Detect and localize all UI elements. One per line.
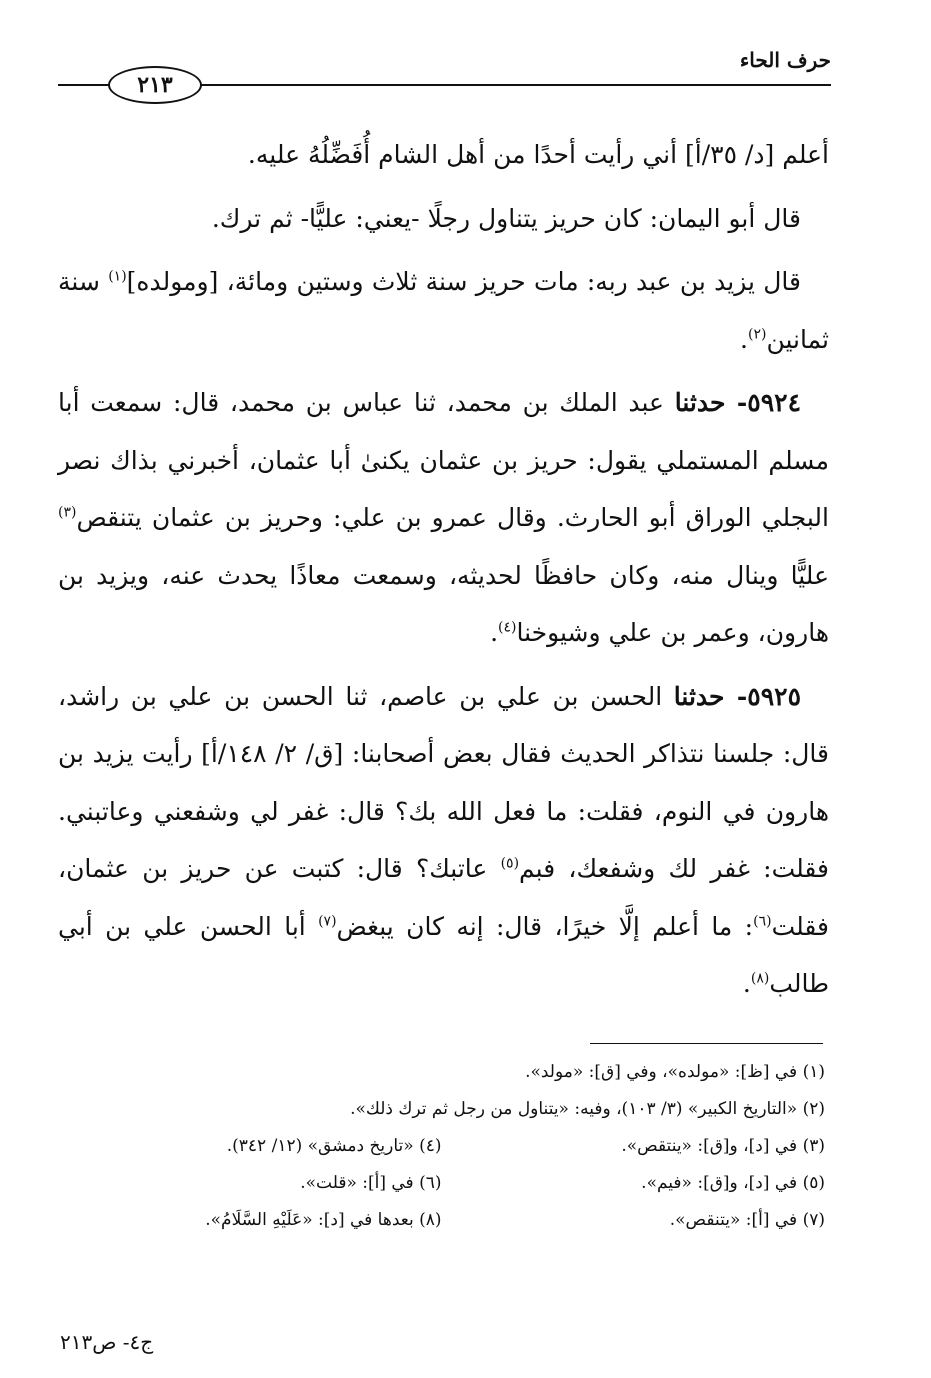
page-number: ٢١٣ — [137, 72, 173, 98]
text-run: عليًّا وينال منه، وكان حافظًا لحديثه، وسمعت معاذًا يحدث عنه، ويزيد بن هارون، وعمر بن علي وشيوخنا — [58, 560, 829, 647]
footnote-ref-8[interactable]: (٨) — [750, 970, 770, 987]
text-run: سنة ثمانين — [58, 267, 829, 354]
footnote-2: (٢) «التاريخ الكبير» (٣/ ١٠٣)، وفيه: «يتناول من رجل ثم ترك ذلك». — [350, 1099, 825, 1119]
text-run: عاتبك؟ قال: كتبت عن حريز بن عثمان، فقلت — [58, 854, 829, 941]
paragraph-text — [58, 253, 829, 368]
footnote-ref-6[interactable]: (٦) — [753, 913, 772, 930]
footnote-row — [58, 1091, 825, 1128]
footnote-separator — [590, 1043, 823, 1044]
footnote-ref-4[interactable]: (٤) — [498, 619, 517, 636]
paragraph-continuation — [58, 126, 829, 184]
text-run: . — [490, 618, 499, 647]
hadith-number: ٥٩٢٥- — [724, 681, 801, 711]
footnote-1: (١) في [ظ]: «مولده»، وفي [ق]: «مولد». — [525, 1062, 825, 1082]
paragraph-abu-al-yaman — [58, 190, 829, 248]
paragraph-yazid — [58, 253, 829, 368]
footnote-5: (٥) في [د]، و[ق]: «فيم». — [641, 1173, 825, 1193]
footnote-row — [58, 1128, 825, 1165]
paragraph-text — [58, 668, 829, 1013]
footnote-row — [58, 1202, 825, 1239]
haddathana-keyword: حدثنا — [674, 388, 726, 417]
text-run: قال يزيد بن عبد ربه: مات حريز سنة ثلاث وستين ومائة، [ومولده] — [126, 267, 801, 296]
text-run: : ما أعلم إلَّا خيرًا، قال: إنه كان يبغض — [336, 911, 754, 941]
hadith-5925 — [58, 668, 829, 1013]
hadith-number: ٥٩٢٤- — [725, 388, 801, 417]
main-text — [58, 126, 829, 1019]
page-number-badge — [108, 66, 202, 104]
paragraph-text — [58, 374, 829, 662]
volume-page-reference: ج٤- ص٢١٣ — [60, 1330, 154, 1354]
text-run: . — [742, 969, 751, 998]
text-run: . — [740, 324, 748, 354]
text-run: الحسن بن علي بن عاصم، ثنا الحسن بن علي بن راشد، قال: جلسنا نتذاكر الحديث فقال بعض أصحابنا: [ق/ ٢/ ١٤٨/أ] رأيت يزيد بن هارون في النوم، فقلت: ما فعل الله بك؟ قال: غفر لي وشفعني وعاتبني. فقلت: غفر لك وشفعك، فبم — [58, 681, 830, 883]
footnote-8: (٨) بعدها في [د]: «عَلَيْهِ السَّلَامُ». — [205, 1210, 442, 1230]
footnote-4: (٤) «تاريخ دمشق» (١٢/ ٣٤٢). — [226, 1136, 442, 1156]
footnote-row — [58, 1165, 825, 1202]
footnote-ref-2[interactable]: (٢) — [747, 326, 767, 343]
footnotes — [58, 1054, 825, 1239]
footnote-6: (٦) في [أ]: «قلت». — [300, 1173, 442, 1193]
text-run: عبد الملك بن محمد، ثنا عباس بن محمد، قال: سمعت أبا مسلم المستملي يقول: حريز بن عثمان يكنىٰ أبا عثمان، أخبرني بذاك نصر البجلي الوراق أبو الحارث. وقال عمرو بن علي: وحريز بن عثمان يتنقص — [58, 388, 829, 532]
footnote-7: (٧) في [أ]: «يتنقص». — [669, 1210, 825, 1230]
paragraph-text: قال أبو اليمان: كان حريز يتناول رجلًا -يعني: عليًّا- ثم ترك. — [211, 203, 801, 233]
text-run: أبا الحسن علي بن أبي طالب — [58, 911, 829, 998]
running-title: حرف الحاء — [739, 48, 831, 72]
footnote-ref-1[interactable]: (١) — [108, 268, 127, 285]
paragraph-text: أعلم [د/ ٣٥/أ] أني رأيت أحدًا من أهل الشام أُفَضِّلُهُ عليه. — [247, 140, 829, 169]
footnote-ref-3[interactable]: (٣) — [58, 504, 77, 521]
footnote-ref-5[interactable]: (٥) — [500, 855, 520, 872]
haddathana-keyword: حدثنا — [673, 681, 725, 711]
hadith-5924 — [58, 374, 829, 662]
footnote-row — [58, 1054, 825, 1091]
footnote-3: (٣) في [د]، و[ق]: «ينتقص». — [621, 1136, 825, 1156]
footnote-ref-7[interactable]: (٧) — [318, 913, 337, 930]
